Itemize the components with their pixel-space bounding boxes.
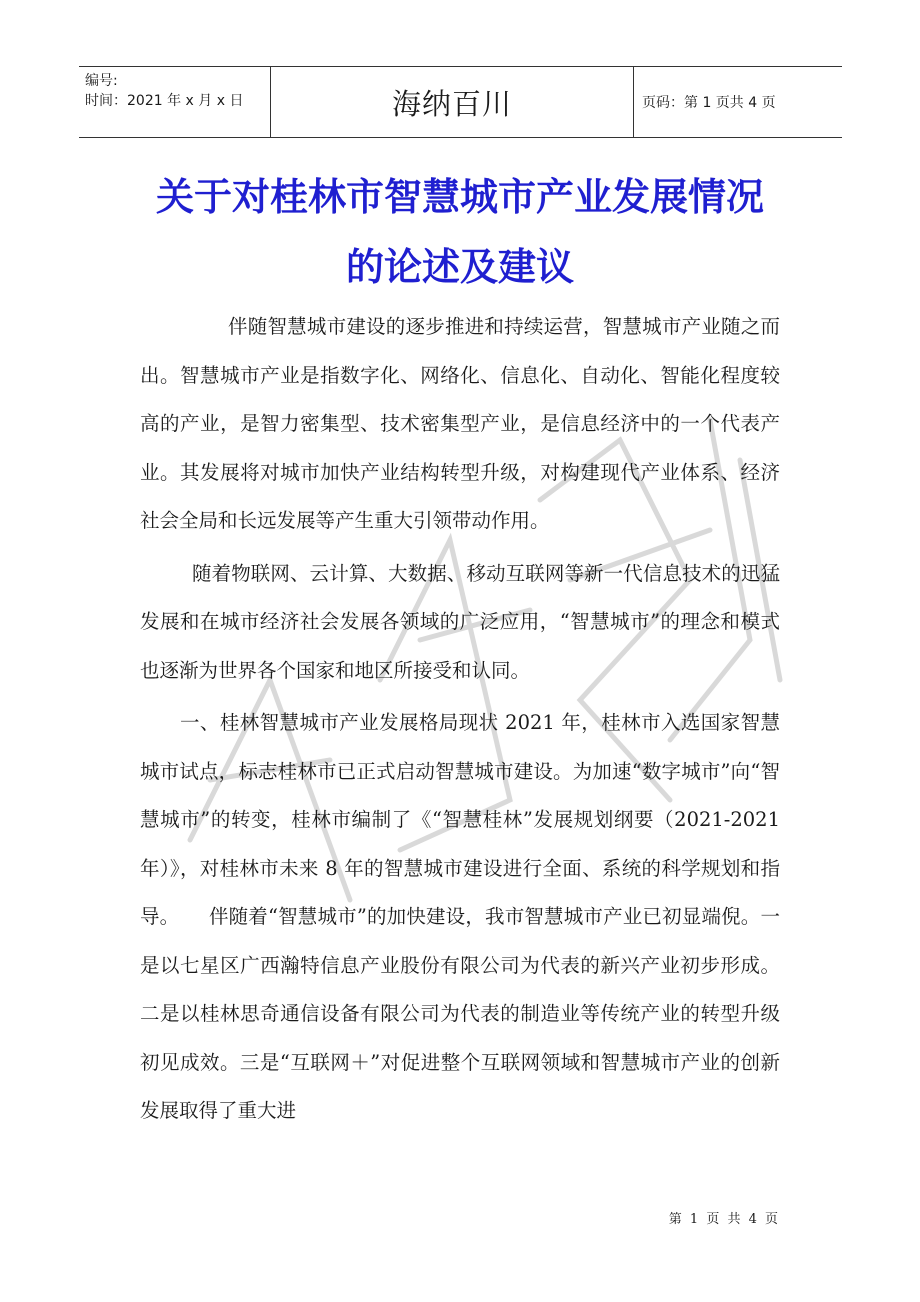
page-footer: 第 1 页 共 4 页 — [668, 1212, 780, 1227]
paragraph: 一、桂林智慧城市产业发展格局现状 2021 年，桂林市入选国家智慧城市试点，标志桂林市已正式启动智慧城市建设。为加速“数字城市”向“智慧城市”的转变，桂林市编制了《“智慧桂林”发展规划纲要（2021-2021 年）》，对桂林市未来 8 年的智慧城市建设进行全面、系统的科学规划和指导。 伴随着“智慧城市”的加快建设，我市智慧城市产业已初显端倪。一是以七星区广西瀚特信息产业股份有限公司为代表的新兴产业初步形成。二是以桂林思奇通信设备有限公司为代表的制造业等传统产业的转型升级初见成效。三是“互联网＋”对促进整个互联网领域和智慧城市产业的创新发展取得了重大进 — [140, 711, 780, 1122]
page-info: 页码：第 1 页共 4 页 — [642, 95, 776, 111]
document-date: 时间：2021 年 x 月 x 日 — [85, 93, 244, 109]
header-meta-cell — [79, 67, 271, 137]
paragraph: 随着物联网、云计算、大数据、移动互联网等新一代信息技术的迅猛发展和在城市经济社会发展各领域的广泛应用，“智慧城市”的理念和模式也逐渐为世界各个国家和地区所接受和认同。 — [140, 561, 780, 682]
document-body — [140, 303, 780, 1136]
header-page-cell — [634, 67, 842, 137]
company-name: 海纳百川 — [391, 86, 512, 121]
document-title: 关于对桂林市智慧城市产业发展情况的论述及建议 — [155, 174, 764, 289]
paragraph: 伴随智慧城市建设的逐步推进和持续运营，智慧城市产业随之而出。智慧城市产业是指数字化、网络化、信息化、自动化、智能化程度较高的产业，是智力密集型、技术密集型产业，是信息经济中的一个代表产业。其发展将对城市加快产业结构转型升级，对构建现代产业体系、经济社会全局和长远发展等产生重大引领带动作用。 — [140, 315, 780, 532]
document-number-label: 编号: — [85, 73, 118, 89]
header-table — [79, 66, 842, 138]
header-company-cell — [271, 67, 634, 137]
